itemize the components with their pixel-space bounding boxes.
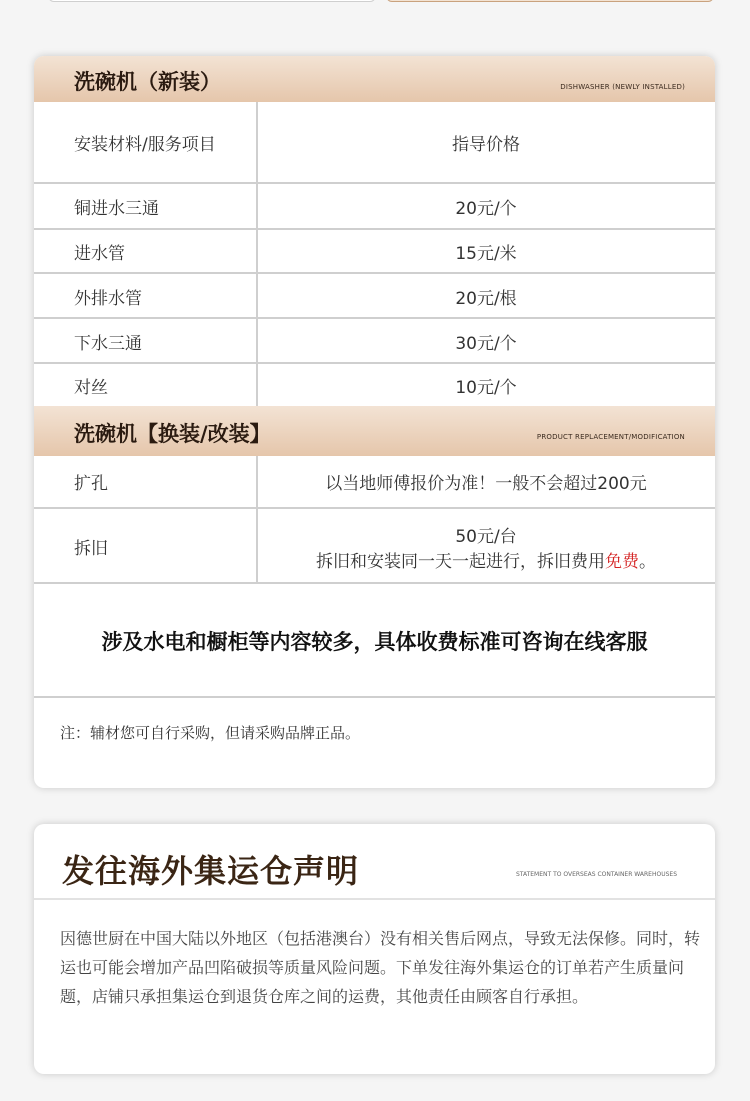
table-header-row [34,102,715,182]
section-title: 洗碗机【换装/改装】 [74,422,271,446]
tab-left[interactable] [48,0,376,2]
table-row [34,362,715,406]
divider [34,898,715,900]
row-price: 10元/个 [455,377,517,398]
row-item: 对丝 [74,377,108,398]
consult-notice: 涉及水电和橱柜等内容较多，具体收费标准可咨询在线客服 [101,630,648,654]
section-title-en: PRODUCT REPLACEMENT/MODIFICATION [536,433,685,441]
price-note-end: 。 [639,551,656,572]
table-row [34,317,715,363]
table-row [34,507,715,584]
table-row [34,182,715,229]
section-title: 洗碗机（新装） [74,70,221,94]
section-header-new-install [34,56,715,102]
note-row [34,696,715,788]
top-tab-bar [0,0,750,10]
free-highlight: 免费 [605,551,639,572]
statement-title-en: STATEMENT TO OVERSEAS CONTAINER WAREHOUSES [515,871,677,878]
row-item: 外排水管 [74,288,142,309]
tab-right[interactable] [386,0,714,2]
notice-row [34,582,715,698]
overseas-statement-card [34,824,715,1074]
section-title-en: DISHWASHER (NEWLY INSTALLED) [560,83,685,91]
row-price: 30元/个 [455,333,517,354]
column-header-item: 安装材料/服务项目 [74,134,216,155]
table-row [34,228,715,272]
column-divider [256,102,258,406]
row-price: 15元/米 [455,243,517,264]
materials-note: 注：辅材您可自行采购，但请采购品牌正品。 [60,724,361,742]
price-line: 50元/台 [455,526,517,547]
row-price: 以当地师傅报价为准！一般不会超过200元 [325,474,647,494]
statement-body: 因德世厨在中国大陆以外地区（包括港澳台）没有相关售后网点，导致无法保修。同时，转运也可能会增加产品凹陷破损等质量风险问题。下单发往海外集运仓的订单若产生质量问题，店铺只承担集运仓到退货仓库之间的运费，其他责任由顾客自行承担。 [60,929,701,1006]
installation-price-card [34,56,715,788]
row-item: 拆旧 [74,539,108,559]
column-divider [256,456,258,584]
column-header-price: 指导价格 [452,134,520,155]
row-item: 扩孔 [74,474,108,494]
row-item: 进水管 [74,243,125,264]
row-price: 20元/个 [455,199,517,219]
price-note [316,547,656,572]
table-row [34,456,715,507]
section-header-replacement [34,406,715,456]
price-note-text: 拆旧和安装同一天一起进行，拆旧费用 [316,551,605,572]
table-row [34,272,715,318]
row-item: 铜进水三通 [74,199,159,219]
row-item: 下水三通 [74,333,142,354]
row-price: 20元/根 [455,288,517,309]
statement-title: 发往海外集运仓声明 [62,852,360,890]
row-price [257,509,715,584]
